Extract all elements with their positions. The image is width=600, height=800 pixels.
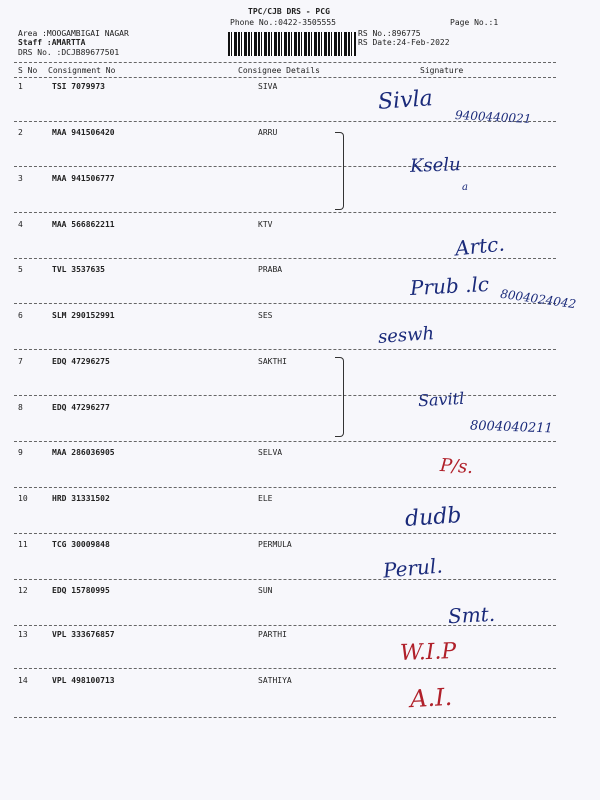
col-header-consignment: Consignment No	[48, 66, 116, 75]
row-consignee: SELVA	[258, 448, 283, 457]
row-divider	[14, 579, 556, 580]
signature-handwriting: Savitl	[417, 388, 465, 411]
table-row	[0, 630, 600, 676]
row-sno: 2	[18, 128, 23, 137]
row-sno: 14	[18, 676, 28, 685]
signature-phone-note: 8004040211	[469, 418, 553, 437]
signature-handwriting: Perul.	[382, 553, 444, 583]
row-sno: 10	[18, 494, 28, 503]
row-divider	[14, 717, 556, 718]
row-consignment: SLM 290152991	[52, 311, 115, 320]
col-header-consignee: Consignee Details	[238, 66, 320, 75]
rs-number: RS No.:896775	[358, 29, 421, 38]
signature-handwriting: Sivla	[377, 86, 434, 115]
table-row	[0, 128, 600, 174]
row-sno: 11	[18, 540, 28, 549]
signature-phone-note: 8004024042	[499, 286, 577, 312]
row-sno: 6	[18, 311, 23, 320]
table-row	[0, 311, 600, 357]
barcode-image	[228, 32, 356, 56]
row-consignment: EDQ 15780995	[52, 586, 110, 595]
row-divider	[14, 212, 556, 213]
row-divider	[14, 349, 556, 350]
header-divider	[14, 77, 556, 78]
row-consignment: MAA 566862211	[52, 220, 115, 229]
row-consignee: PERMULA	[258, 540, 292, 549]
signature-handwriting: Prub .lc	[409, 271, 490, 301]
row-consignee: KTV	[258, 220, 273, 229]
staff-label: Staff :AMARTTA	[18, 38, 86, 47]
table-row	[0, 220, 600, 266]
row-consignee: SUN	[258, 586, 273, 595]
signature-handwriting: Smt.	[447, 601, 496, 629]
row-divider	[14, 303, 556, 304]
signature-handwriting: P/s.	[439, 454, 474, 479]
row-consignment: TCG 30009848	[52, 540, 110, 549]
row-consignment: MAA 941506420	[52, 128, 115, 137]
row-divider	[14, 166, 556, 167]
area-label: Area :MOOGAMBIGAI NAGAR	[18, 29, 129, 38]
row-sno: 9	[18, 448, 23, 457]
row-consignment: TVL 3537635	[52, 265, 105, 274]
header-divider	[14, 62, 556, 63]
row-sno: 13	[18, 630, 28, 639]
signature-handwriting: A.I.	[409, 682, 453, 714]
row-consignee: SATHIYA	[258, 676, 292, 685]
row-sno: 7	[18, 357, 23, 366]
grouping-bracket	[335, 132, 344, 210]
page-number: Page No.:1	[450, 18, 499, 27]
row-consignment: MAA 286036905	[52, 448, 115, 457]
document-title: TPC/CJB DRS - PCG	[248, 7, 330, 16]
signature-phone-note: 9400440021	[454, 108, 532, 126]
rs-date: RS Date:24-Feb-2022	[358, 38, 450, 47]
row-divider	[14, 441, 556, 442]
row-divider	[14, 487, 556, 488]
row-consignee: ARRU	[258, 128, 278, 137]
row-divider	[14, 668, 556, 669]
signature-handwriting: dudb	[404, 503, 463, 532]
row-consignment: TSI 7079973	[52, 82, 105, 91]
row-sno: 5	[18, 265, 23, 274]
row-consignee: PRABA	[258, 265, 283, 274]
row-consignee: SES	[258, 311, 273, 320]
col-header-sno: S No	[18, 66, 38, 75]
row-sno: 4	[18, 220, 23, 229]
phone-number: Phone No.:0422-3505555	[230, 18, 336, 27]
row-consignment: MAA 941506777	[52, 174, 115, 183]
row-consignment: EDQ 47296275	[52, 357, 110, 366]
table-row	[0, 174, 600, 220]
row-divider	[14, 533, 556, 534]
signature-handwriting: W.I.P	[399, 639, 457, 666]
row-consignee: SIVA	[258, 82, 278, 91]
table-row	[0, 357, 600, 403]
col-header-signature: Signature	[420, 66, 464, 75]
row-sno: 3	[18, 174, 23, 183]
row-sno: 8	[18, 403, 23, 412]
row-consignee: SAKTHI	[258, 357, 287, 366]
signature-handwriting: Artc.	[453, 231, 506, 261]
row-sno: 1	[18, 82, 23, 91]
signature-handwriting: Kselu	[409, 154, 462, 177]
grouping-bracket	[335, 357, 344, 437]
row-sno: 12	[18, 586, 28, 595]
row-consignment: HRD 31331502	[52, 494, 110, 503]
row-consignment: EDQ 47296277	[52, 403, 110, 412]
row-consignment: VPL 333676857	[52, 630, 115, 639]
signature-handwriting: seswh	[377, 323, 435, 348]
row-consignee: ELE	[258, 494, 273, 503]
table-row	[0, 676, 600, 722]
row-consignment: VPL 498100713	[52, 676, 115, 685]
row-divider	[14, 395, 556, 396]
signature-mark: a	[462, 182, 468, 193]
drs-number: DRS No. :DCJB89677501	[18, 48, 120, 57]
row-consignee: PARTHI	[258, 630, 287, 639]
